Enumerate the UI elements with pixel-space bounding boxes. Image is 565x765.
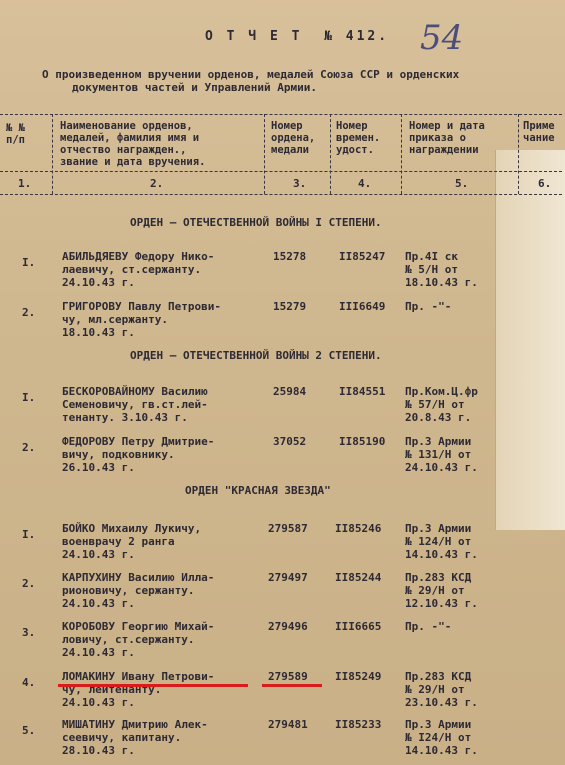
header-name-1: Наименование орденов, bbox=[60, 120, 193, 132]
header-order-2: ордена, bbox=[271, 132, 316, 144]
certificate-number: II85244 bbox=[335, 571, 382, 584]
entry-name-line: КАРПУХИНУ Василию Илла- bbox=[62, 571, 215, 584]
decree-line: Пр.3 Армии bbox=[405, 435, 472, 448]
entry-name-line: военврачу 2 ранга bbox=[62, 535, 175, 548]
col-divider-1 bbox=[52, 114, 53, 194]
decree-line: 18.10.43 г. bbox=[405, 276, 478, 289]
entry-name-line: чу, лейтенанту. bbox=[62, 683, 162, 696]
entry-number: I. bbox=[22, 256, 36, 269]
order-number: 279481 bbox=[268, 718, 308, 731]
entry-number: 3. bbox=[22, 626, 36, 639]
red-underline-name bbox=[58, 684, 248, 687]
entry-name-line: БОЙКО Михаилу Лукичу, bbox=[62, 522, 202, 535]
header-decree-1: Номер и дата bbox=[409, 120, 485, 132]
decree-line: Пр.283 КСД bbox=[405, 670, 472, 683]
entry-name-line: БЕСКОРОВАЙНОМУ Василию bbox=[62, 385, 208, 398]
decree-line: 14.10.43 г. bbox=[405, 744, 478, 757]
decree-line: 23.10.43 г. bbox=[405, 696, 478, 709]
entry-date: 24.10.43 г. bbox=[62, 548, 135, 561]
decree-line: 12.10.43 г. bbox=[405, 597, 478, 610]
order-number: 279496 bbox=[268, 620, 308, 633]
order-number: 279587 bbox=[268, 522, 308, 535]
red-underline-order bbox=[262, 684, 322, 687]
subtitle-line-2: документов частей и Управлений Армии. bbox=[72, 81, 318, 94]
entry-number: 4. bbox=[22, 676, 36, 689]
header-decree-2: приказа о bbox=[409, 132, 466, 144]
entry-name-line: тенанту. 3.10.43 г. bbox=[62, 411, 188, 424]
entry-date: 24.10.43 г. bbox=[62, 646, 135, 659]
decree-line: Пр. -"- bbox=[405, 300, 452, 313]
entry-name-line: ГРИГОРОВУ Павлу Петрови- bbox=[62, 300, 221, 313]
decree-line: № 124/Н от bbox=[405, 535, 472, 548]
entry-number: 2. bbox=[22, 577, 36, 590]
decree-line: 14.10.43 г. bbox=[405, 548, 478, 561]
header-num-2: п/п bbox=[6, 134, 25, 146]
header-name-3: отчество награжден., bbox=[60, 144, 187, 156]
entry-number: 5. bbox=[22, 724, 36, 737]
table-top-rule bbox=[0, 114, 562, 115]
entry-date: 18.10.43 г. bbox=[62, 326, 135, 339]
entry-name-line: вичу, подковнику. bbox=[62, 448, 175, 461]
entry-date: 26.10.43 г. bbox=[62, 461, 135, 474]
entry-name-line: рионовичу, сержанту. bbox=[62, 584, 195, 597]
entry-name-line: чу, мл.сержанту. bbox=[62, 313, 168, 326]
header-order-3: медали bbox=[271, 144, 309, 156]
header-cert-2: времен. bbox=[336, 132, 381, 144]
decree-line: 20.8.43 г. bbox=[405, 411, 472, 424]
decree-line: № 29/Н от bbox=[405, 683, 465, 696]
order-number: 25984 bbox=[273, 385, 307, 398]
header-decree-3: награждении bbox=[409, 144, 479, 156]
certificate-number: II85190 bbox=[339, 435, 386, 448]
header-order-1: Номер bbox=[271, 120, 303, 132]
entry-number: 2. bbox=[22, 306, 36, 319]
entry-name-line: КОРОБОВУ Георгию Михай- bbox=[62, 620, 215, 633]
entry-date: 24.10.43 г. bbox=[62, 696, 135, 709]
col-divider-2 bbox=[264, 114, 265, 194]
entry-name-line: ФЕДОРОВУ Петру Дмитрие- bbox=[62, 435, 215, 448]
decree-line: Пр.3 Армии bbox=[405, 522, 472, 535]
certificate-number: II84551 bbox=[339, 385, 386, 398]
certificate-number: II85249 bbox=[335, 670, 382, 683]
entry-date: 28.10.43 г. bbox=[62, 744, 135, 757]
decree-line: № I24/Н от bbox=[405, 731, 472, 744]
handwritten-page-number: 54 bbox=[420, 18, 464, 58]
header-cert-1: Номер bbox=[336, 120, 368, 132]
order-number: 279589 bbox=[268, 670, 308, 683]
col-divider-5 bbox=[518, 114, 519, 194]
header-bottom-rule bbox=[0, 171, 562, 172]
decree-line: Пр.4I ск bbox=[405, 250, 458, 263]
entry-name-line: ЛОМАКИНУ Ивану Петрови- bbox=[62, 670, 215, 683]
header-cert-3: удост. bbox=[336, 144, 374, 156]
subtitle-line-1: О произведенном вручении орденов, медалей Союза ССР и орденских bbox=[42, 68, 460, 81]
decree-line: № 131/Н от bbox=[405, 448, 472, 461]
header-num-1: № № bbox=[6, 122, 25, 134]
order-number: 279497 bbox=[268, 571, 308, 584]
colnum-4: 4. bbox=[358, 177, 372, 190]
decree-line: 24.10.43 г. bbox=[405, 461, 478, 474]
entry-number: I. bbox=[22, 528, 36, 541]
section-heading: ОРДЕН – ОТЕЧЕСТВЕННОЙ ВОЙНЫ 2 СТЕПЕНИ. bbox=[130, 349, 382, 362]
colnum-bottom-rule bbox=[0, 194, 562, 195]
page-title: О Т Ч Е Т № 412. bbox=[205, 29, 390, 44]
entry-number: I. bbox=[22, 391, 36, 404]
section-heading: ОРДЕН "КРАСНАЯ ЗВЕЗДА" bbox=[185, 484, 331, 497]
colnum-3: 3. bbox=[293, 177, 307, 190]
entry-date: 24.10.43 г. bbox=[62, 276, 135, 289]
header-name-4: звание и дата вручения. bbox=[60, 156, 206, 168]
order-number: 15278 bbox=[273, 250, 307, 263]
decree-line: Пр.3 Армии bbox=[405, 718, 472, 731]
paper-patch bbox=[495, 150, 565, 530]
entry-name-line: сеевичу, капитану. bbox=[62, 731, 182, 744]
certificate-number: III6649 bbox=[339, 300, 386, 313]
entry-name-line: АБИЛЬДЯЕВУ Федору Нико- bbox=[62, 250, 215, 263]
colnum-1: 1. bbox=[18, 177, 32, 190]
col-divider-4 bbox=[401, 114, 402, 194]
decree-line: Пр. -"- bbox=[405, 620, 452, 633]
entry-name-line: Семеновичу, гв.ст.лей- bbox=[62, 398, 208, 411]
order-number: 15279 bbox=[273, 300, 307, 313]
certificate-number: II85233 bbox=[335, 718, 382, 731]
header-name-2: медалей, фамилия имя и bbox=[60, 132, 200, 144]
col-divider-3 bbox=[330, 114, 331, 194]
colnum-6: 6. bbox=[538, 177, 552, 190]
section-heading: ОРДЕН – ОТЕЧЕСТВЕННОЙ ВОЙНЫ I СТЕПЕНИ. bbox=[130, 216, 382, 229]
decree-line: № 57/Н от bbox=[405, 398, 465, 411]
certificate-number: II85246 bbox=[335, 522, 382, 535]
entry-date: 24.10.43 г. bbox=[62, 597, 135, 610]
certificate-number: III6665 bbox=[335, 620, 382, 633]
decree-line: Пр.283 КСД bbox=[405, 571, 472, 584]
entry-number: 2. bbox=[22, 441, 36, 454]
header-note-1: Приме bbox=[523, 120, 555, 132]
header-note-2: чание bbox=[523, 132, 555, 144]
colnum-5: 5. bbox=[455, 177, 469, 190]
entry-name-line: лаевичу, ст.сержанту. bbox=[62, 263, 202, 276]
decree-line: Пр.Ком.Ц.фр bbox=[405, 385, 478, 398]
entry-name-line: ловичу, ст.сержанту. bbox=[62, 633, 195, 646]
order-number: 37052 bbox=[273, 435, 307, 448]
entry-name-line: МИШАТИНУ Дмитрию Алек- bbox=[62, 718, 208, 731]
certificate-number: II85247 bbox=[339, 250, 386, 263]
decree-line: № 29/Н от bbox=[405, 584, 465, 597]
decree-line: № 5/Н от bbox=[405, 263, 458, 276]
colnum-2: 2. bbox=[150, 177, 164, 190]
